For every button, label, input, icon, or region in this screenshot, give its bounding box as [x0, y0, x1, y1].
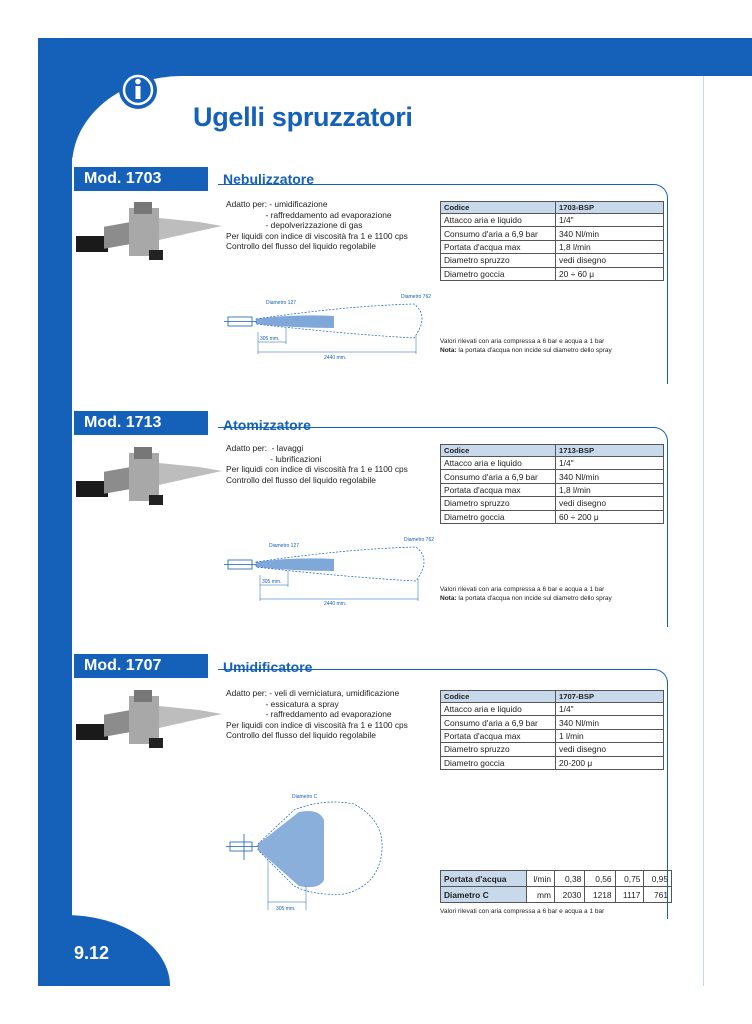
- table-cell: 0,95: [644, 871, 672, 887]
- page-number: 9.12: [74, 943, 110, 963]
- table-cell: 1,8 l/min: [556, 483, 664, 496]
- table-header-cell: 1713-BSP: [556, 445, 664, 457]
- table-cell: 340 Nl/min: [556, 716, 664, 729]
- table-cell: Consumo d'aria a 6,9 bar: [441, 470, 556, 483]
- spec-table: [440, 690, 664, 770]
- table-row: [441, 871, 672, 887]
- table-cell: 1 l/min: [556, 729, 664, 742]
- table-cell: Portata d'acqua: [441, 871, 527, 887]
- table-cell: Diametro spruzzo: [441, 497, 556, 510]
- table-cell: 1117: [615, 887, 644, 903]
- left-bar: [38, 38, 72, 986]
- table-cell: vedi disegno: [556, 497, 664, 510]
- spray-diagram: [224, 790, 394, 915]
- table-cell: Attacco aria e liquido: [441, 457, 556, 470]
- spec-table: [440, 444, 664, 524]
- table-cell: 0,56: [585, 871, 615, 887]
- table-cell: Diametro goccia: [441, 510, 556, 523]
- diagram-label: 305 mm.: [276, 906, 296, 912]
- model-badge: Mod. 1713: [74, 411, 208, 435]
- table-header-row: [441, 202, 664, 214]
- table-cell: Portata d'acqua max: [441, 240, 556, 253]
- diagram-label: Diametro C: [292, 794, 318, 800]
- table-cell: Consumo d'aria a 6,9 bar: [441, 227, 556, 240]
- table-row: [441, 457, 664, 470]
- page-title: Ugelli spruzzatori: [193, 102, 413, 132]
- table-cell: vedi disegno: [556, 254, 664, 267]
- table-cell: Consumo d'aria a 6,9 bar: [441, 716, 556, 729]
- description: Adatto per: - umidificazione - raffreddamento ad evaporazione - depolverizzazione di gas Per liquidi con indice di viscosità fra 1 e 1100 cps Controllo del flusso del liquido regolabile: [226, 199, 408, 252]
- note: [440, 585, 612, 603]
- note-line: Valori rilevati con aria compressa a 6 bar e acqua a 1 bar: [440, 908, 605, 915]
- table-row: [441, 510, 664, 523]
- table-row: [441, 254, 664, 267]
- model-title: Atomizzatore: [223, 417, 311, 433]
- nozzle-product-image: [74, 686, 224, 756]
- diagram-label: 305 mm.: [260, 336, 280, 342]
- spray-diagram: [224, 535, 439, 607]
- table-row: [441, 240, 664, 253]
- table-row: [441, 729, 664, 742]
- table-cell: Diametro spruzzo: [441, 743, 556, 756]
- table-cell: Diametro goccia: [441, 267, 556, 280]
- diagram-label: 2440 mm.: [324, 355, 347, 361]
- model-badge: Mod. 1707: [74, 654, 208, 678]
- model-title: Nebulizzatore: [223, 171, 315, 187]
- note-line: [440, 594, 612, 603]
- table-row: [441, 756, 664, 769]
- table-cell: 60 ÷ 200 μ: [556, 510, 664, 523]
- table-header-cell: 1707-BSP: [556, 691, 664, 703]
- table-header-cell: Codice: [441, 691, 556, 703]
- table-row: [441, 214, 664, 227]
- table-cell: Diametro goccia: [441, 756, 556, 769]
- nozzle-product-image: [74, 198, 224, 268]
- table-cell: 1/4": [556, 457, 664, 470]
- info-logo-icon: [118, 70, 158, 110]
- note-label: Nota:: [440, 347, 457, 354]
- table-cell: 20-200 μ: [556, 756, 664, 769]
- table-row: [441, 743, 664, 756]
- table-header-row: [441, 445, 664, 457]
- table-row: [441, 267, 664, 280]
- note-label: Nota:: [440, 595, 457, 602]
- table-cell: Diametro spruzzo: [441, 254, 556, 267]
- table-header-cell: Codice: [441, 445, 556, 457]
- note: [440, 337, 612, 355]
- table-cell: Attacco aria e liquido: [441, 703, 556, 716]
- table-cell: 340 Nl/min: [556, 470, 664, 483]
- table-cell: mm: [527, 887, 555, 903]
- table-cell: 20 ÷ 60 μ: [556, 267, 664, 280]
- note-line: Valori rilevati con aria compressa a 6 bar e acqua a 1 bar: [440, 586, 605, 593]
- model-badge: Mod. 1703: [74, 167, 208, 191]
- table-row: [441, 470, 664, 483]
- table-row: [441, 887, 672, 903]
- note-line: Valori rilevati con aria compressa a 6 bar e acqua a 1 bar: [440, 338, 605, 345]
- table-cell: 1/4": [556, 214, 664, 227]
- diagram-label: Diametro 762: [404, 537, 435, 543]
- description: Adatto per: - lavaggi - lubrificazioni Per liquidi con indice di viscosità fra 1 e 1100 cps Controllo del flusso del liquido regolabile: [226, 443, 408, 485]
- table-cell: 761: [644, 887, 672, 903]
- table-cell: Portata d'acqua max: [441, 483, 556, 496]
- table-cell: 340 Nl/min: [556, 227, 664, 240]
- table-cell: 1218: [585, 887, 615, 903]
- note-line: [440, 346, 612, 355]
- diagram-label: 2440 mm.: [324, 601, 347, 607]
- diagram-label: Diametro 127: [269, 543, 300, 549]
- diagram-label: 305 mm.: [262, 579, 282, 585]
- diagram-label: Diametro 127: [266, 300, 297, 306]
- table-cell: 1/4": [556, 703, 664, 716]
- table-cell: Diametro C: [441, 887, 527, 903]
- table-header-row: [441, 691, 664, 703]
- table-cell: 0,75: [615, 871, 644, 887]
- flow-table: [440, 870, 672, 903]
- table-cell: Portata d'acqua max: [441, 729, 556, 742]
- diagram-label: Diametro 762: [401, 294, 432, 300]
- table-cell: 1,8 l/min: [556, 240, 664, 253]
- note: [440, 907, 604, 916]
- right-margin-line: [703, 76, 704, 986]
- model-title: Umidificatore: [223, 659, 313, 675]
- table-cell: vedi disegno: [556, 743, 664, 756]
- spray-diagram: [224, 292, 439, 364]
- table-row: [441, 703, 664, 716]
- table-cell: Attacco aria e liquido: [441, 214, 556, 227]
- table-cell: 2030: [555, 887, 585, 903]
- description: Adatto per: - veli di verniciatura, umidificazione - essicatura a spray - raffreddamento ad evaporazione Per liquidi con indice di viscosità fra 1 e 1100 cps Controllo del flusso del liquido regolabile: [226, 688, 408, 741]
- table-header-cell: Codice: [441, 202, 556, 214]
- note-text: la portata d'acqua non incide sul diametro dello spray: [456, 347, 612, 354]
- table-cell: l/min: [527, 871, 555, 887]
- table-row: [441, 483, 664, 496]
- table-row: [441, 497, 664, 510]
- note-text: la portata d'acqua non incide sul diametro dello spray: [456, 595, 612, 602]
- nozzle-product-image: [74, 443, 224, 513]
- spec-table: [440, 201, 664, 281]
- table-row: [441, 227, 664, 240]
- table-header-cell: 1703-BSP: [556, 202, 664, 214]
- table-row: [441, 716, 664, 729]
- table-cell: 0,38: [555, 871, 585, 887]
